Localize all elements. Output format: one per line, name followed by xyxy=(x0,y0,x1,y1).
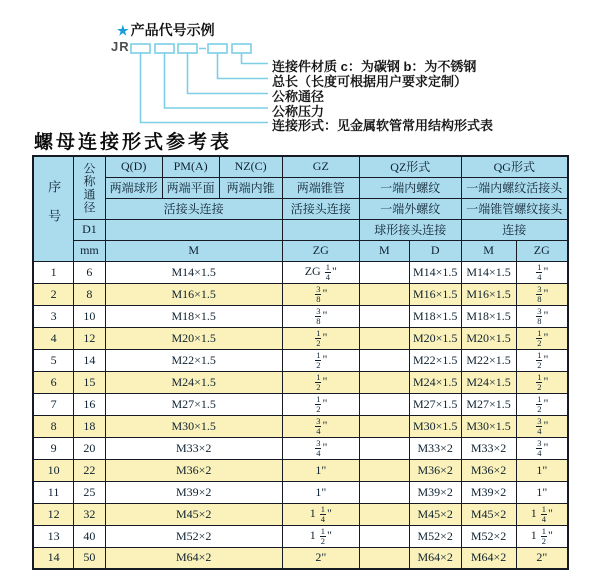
code-box xyxy=(232,44,251,53)
table-header xyxy=(33,156,568,261)
cell-qz-d: M39×2 xyxy=(409,481,461,503)
header-qg-conn: 连接 xyxy=(461,219,568,240)
cell-seq: 3 xyxy=(33,305,74,327)
cell-seq: 9 xyxy=(33,437,74,459)
cell-seq: 6 xyxy=(33,371,74,393)
cell-qz-m xyxy=(359,283,409,305)
cell-qz-d: M27×1.5 xyxy=(409,393,461,415)
cell-gz-zg: $\frac{1}{2}$ " xyxy=(282,349,359,371)
cell-qg-zg: $\frac{1}{2}$ " xyxy=(516,349,568,371)
cell-seq: 10 xyxy=(33,459,74,481)
cell-qz-m xyxy=(359,547,409,569)
table-row xyxy=(33,327,568,349)
cell-dn: 22 xyxy=(74,459,106,481)
cell-qz-d: M45×2 xyxy=(409,503,461,525)
cell-dn: 16 xyxy=(74,393,106,415)
cell-dn: 18 xyxy=(74,415,106,437)
header-zg: ZG xyxy=(282,240,359,261)
cell-qz-m xyxy=(359,305,409,327)
header-qz-desc1: 一端内螺纹 xyxy=(359,177,461,198)
table-row xyxy=(33,371,568,393)
cell-seq: 7 xyxy=(33,393,74,415)
cell-qg-m: M45×2 xyxy=(461,503,516,525)
cell-m: M64×2 xyxy=(105,547,282,569)
cell-qz-d: M18×1.5 xyxy=(409,305,461,327)
table-row xyxy=(33,503,568,525)
header-blank xyxy=(282,219,359,240)
cell-gz-zg: $\frac{3}{8}$ " xyxy=(282,305,359,327)
cell-qg-m: M39×2 xyxy=(461,481,516,503)
cell-gz-zg: 2" xyxy=(282,547,359,569)
cell-qz-d: M24×1.5 xyxy=(409,371,461,393)
cell-dn: 15 xyxy=(74,371,106,393)
cell-qg-zg: 2" xyxy=(516,547,568,569)
table-row xyxy=(33,305,568,327)
inch-fraction: $\frac{3}{8}$ xyxy=(537,283,542,304)
cell-qz-m xyxy=(359,459,409,481)
cell-qz-m xyxy=(359,393,409,415)
cell-gz-zg: 1 $\frac{1}{2}$ " xyxy=(282,525,359,547)
cell-qg-m: M22×1.5 xyxy=(461,349,516,371)
header-q: Q(D) xyxy=(105,156,162,177)
table-row xyxy=(33,525,568,547)
header-nz-desc: 两端内锥 xyxy=(219,177,282,198)
cell-qg-zg: $\frac{3}{4}$ " xyxy=(516,437,568,459)
inch-fraction: $\frac{1}{4}$ xyxy=(325,261,330,282)
cell-qg-zg: 1 $\frac{1}{2}$ " xyxy=(516,525,568,547)
cell-m: M22×1.5 xyxy=(105,349,282,371)
cell-qz-m xyxy=(359,437,409,459)
cell-m: M52×2 xyxy=(105,525,282,547)
code-box xyxy=(208,44,227,53)
cell-m: M39×2 xyxy=(105,481,282,503)
cell-seq: 13 xyxy=(33,525,74,547)
nut-connection-table xyxy=(32,155,569,570)
cell-qg-m: M16×1.5 xyxy=(461,283,516,305)
header-m: M xyxy=(105,240,282,261)
cell-m: M20×1.5 xyxy=(105,327,282,349)
inch-fraction: $\frac{1}{2}$ xyxy=(320,525,325,546)
code-box xyxy=(178,44,197,53)
header-pm: PM(A) xyxy=(162,156,219,177)
cell-seq: 12 xyxy=(33,503,74,525)
cell-seq: 11 xyxy=(33,481,74,503)
cell-qz-d: M30×1.5 xyxy=(409,415,461,437)
code-label-length: 总长（长度可根据用户要求定制） xyxy=(272,74,468,89)
cell-gz-zg: $\frac{1}{2}$ " xyxy=(282,371,359,393)
inch-fraction: $\frac{1}{2}$ xyxy=(537,393,542,414)
cell-m: M36×2 xyxy=(105,459,282,481)
inch-fraction: $\frac{1}{4}$ xyxy=(537,261,542,282)
table-body xyxy=(33,261,568,569)
star-icon: ★ xyxy=(117,23,129,38)
leader-line xyxy=(188,53,269,94)
header-qz: QZ形式 xyxy=(359,156,461,177)
header-blank xyxy=(105,219,282,240)
cell-qg-m: M52×2 xyxy=(461,525,516,547)
cell-gz-zg: 1" xyxy=(282,481,359,503)
leader-line xyxy=(165,53,269,108)
cell-qg-zg: $\frac{1}{2}$ " xyxy=(516,371,568,393)
header-qg-desc1: 一端内螺纹活接头 xyxy=(461,177,568,198)
header-mm: mm xyxy=(74,240,106,261)
header-qg-zg: ZG xyxy=(516,240,568,261)
code-label-pressure: 公称压力 xyxy=(272,104,325,119)
cell-qg-m: M30×1.5 xyxy=(461,415,516,437)
diagram-title xyxy=(117,20,215,40)
header-q-desc: 两端球形 xyxy=(105,177,162,198)
cell-qg-zg: 1" xyxy=(516,481,568,503)
cell-seq: 2 xyxy=(33,283,74,305)
cell-qz-m xyxy=(359,503,409,525)
cell-m: M24×1.5 xyxy=(105,371,282,393)
header-gz: GZ xyxy=(282,156,359,177)
cell-gz-zg: 1" xyxy=(282,459,359,481)
cell-m: M30×1.5 xyxy=(105,415,282,437)
cell-qz-d: M22×1.5 xyxy=(409,349,461,371)
inch-fraction: $\frac{3}{4}$ xyxy=(537,437,542,458)
cell-gz-zg: 1 $\frac{1}{4}$ " xyxy=(282,503,359,525)
cell-seq: 5 xyxy=(33,349,74,371)
cell-qg-m: M27×1.5 xyxy=(461,393,516,415)
header-d1: D1 xyxy=(74,219,106,240)
cell-dn: 12 xyxy=(74,327,106,349)
table-row xyxy=(33,261,568,283)
cell-gz-zg: $\frac{3}{8}$ " xyxy=(282,283,359,305)
cell-seq: 4 xyxy=(33,327,74,349)
cell-qz-d: M20×1.5 xyxy=(409,327,461,349)
inch-fraction: $\frac{1}{2}$ xyxy=(537,349,542,370)
cell-dn: 6 xyxy=(74,261,106,283)
cell-dn: 8 xyxy=(74,283,106,305)
cell-qg-m: M36×2 xyxy=(461,459,516,481)
cell-qg-zg: $\frac{1}{4}$ " xyxy=(516,261,568,283)
cell-qz-m xyxy=(359,349,409,371)
cell-m: M14×1.5 xyxy=(105,261,282,283)
inch-fraction: $\frac{1}{2}$ xyxy=(541,525,546,546)
leader-line xyxy=(242,53,269,64)
cell-qz-m xyxy=(359,481,409,503)
table-row xyxy=(33,437,568,459)
cell-qz-d: M52×2 xyxy=(409,525,461,547)
header-qg-desc2: 一端锥管螺纹接头 xyxy=(461,198,568,219)
header-qg-m: M xyxy=(461,240,516,261)
cell-qg-zg: 1 $\frac{1}{4}$ " xyxy=(516,503,568,525)
inch-fraction: $\frac{1}{2}$ xyxy=(316,327,321,348)
table-row xyxy=(33,415,568,437)
header-nz: NZ(C) xyxy=(219,156,282,177)
cell-gz-zg: $\frac{1}{2}$ " xyxy=(282,327,359,349)
cell-dn: 25 xyxy=(74,481,106,503)
cell-qg-m: M24×1.5 xyxy=(461,371,516,393)
header-gz-desc: 两端锥管 xyxy=(282,177,359,198)
header-qz-m: M xyxy=(359,240,409,261)
cell-qz-d: M33×2 xyxy=(409,437,461,459)
inch-fraction: $\frac{1}{2}$ xyxy=(537,327,542,348)
cell-m: M27×1.5 xyxy=(105,393,282,415)
cell-qz-m xyxy=(359,525,409,547)
cell-qg-zg: $\frac{3}{4}$ " xyxy=(516,415,568,437)
inch-fraction: $\frac{1}{2}$ xyxy=(537,371,542,392)
diagram-title-text: 产品代号示例 xyxy=(130,22,215,38)
cell-qz-m xyxy=(359,415,409,437)
cell-qg-m: M14×1.5 xyxy=(461,261,516,283)
cell-qz-m xyxy=(359,371,409,393)
header-pm-desc: 两端平面 xyxy=(162,177,219,198)
table-row xyxy=(33,349,568,371)
cell-qz-d: M64×2 xyxy=(409,547,461,569)
header-qz-conn: 球形接头连接 xyxy=(359,219,461,240)
cell-dn: 14 xyxy=(74,349,106,371)
table-row xyxy=(33,283,568,305)
cell-dn: 10 xyxy=(74,305,106,327)
table-row xyxy=(33,481,568,503)
header-qz-desc2: 一端外螺纹 xyxy=(359,198,461,219)
cell-qz-m xyxy=(359,261,409,283)
cell-qg-zg: 1" xyxy=(516,459,568,481)
inch-fraction: $\frac{3}{8}$ xyxy=(537,305,542,326)
header-qg: QG形式 xyxy=(461,156,568,177)
cell-gz-zg: ZG $\frac{1}{4}$ " xyxy=(282,261,359,283)
leader-line xyxy=(218,53,269,79)
cell-seq: 1 xyxy=(33,261,74,283)
cell-qz-d: M14×1.5 xyxy=(409,261,461,283)
cell-qz-m xyxy=(359,327,409,349)
code-box xyxy=(131,44,150,53)
cell-qg-zg: $\frac{1}{2}$ " xyxy=(516,327,568,349)
cell-qg-zg: $\frac{3}{8}$ " xyxy=(516,283,568,305)
cell-qg-zg: $\frac{1}{2}$ " xyxy=(516,393,568,415)
cell-dn: 20 xyxy=(74,437,106,459)
cell-dn: 32 xyxy=(74,503,106,525)
inch-fraction: $\frac{1}{2}$ xyxy=(316,349,321,370)
inch-fraction: $\frac{3}{8}$ xyxy=(316,305,321,326)
cell-qg-m: M18×1.5 xyxy=(461,305,516,327)
header-seq: 序号 xyxy=(33,156,74,261)
inch-fraction: $\frac{1}{2}$ xyxy=(316,371,321,392)
cell-qg-m: M64×2 xyxy=(461,547,516,569)
table-title: 螺母连接形式参考表 xyxy=(34,131,233,153)
cell-gz-zg: $\frac{1}{2}$ " xyxy=(282,393,359,415)
inch-fraction: $\frac{3}{4}$ xyxy=(316,415,321,436)
cell-seq: 8 xyxy=(33,415,74,437)
cell-qz-d: M36×2 xyxy=(409,459,461,481)
cell-qg-m: M33×2 xyxy=(461,437,516,459)
cell-m: M16×1.5 xyxy=(105,283,282,305)
header-gz-conn: 活接头连接 xyxy=(282,198,359,219)
code-prefix: JR xyxy=(111,39,130,54)
code-box xyxy=(155,44,174,53)
inch-fraction: $\frac{1}{4}$ xyxy=(320,503,325,524)
inch-fraction: $\frac{3}{4}$ xyxy=(537,415,542,436)
cell-m: M18×1.5 xyxy=(105,305,282,327)
cell-seq: 14 xyxy=(33,547,74,569)
header-union-conn: 活接头连接 xyxy=(105,198,282,219)
cell-dn: 50 xyxy=(74,547,106,569)
header-qz-d: D xyxy=(409,240,461,261)
cell-dn: 40 xyxy=(74,525,106,547)
inch-fraction: $\frac{3}{8}$ xyxy=(316,283,321,304)
code-label-material: 连接件材质 c：为碳钢 b：为不锈钢 xyxy=(272,59,477,74)
cell-m: M33×2 xyxy=(105,437,282,459)
cell-qg-m: M20×1.5 xyxy=(461,327,516,349)
table-row xyxy=(33,393,568,415)
table-row xyxy=(33,547,568,569)
code-label-connection: 连接形式：见金属软管常用结构形式表 xyxy=(272,118,494,133)
inch-fraction: $\frac{1}{4}$ xyxy=(541,503,546,524)
cell-gz-zg: $\frac{3}{4}$ " xyxy=(282,437,359,459)
cell-m: M45×2 xyxy=(105,503,282,525)
cell-gz-zg: $\frac{3}{4}$ " xyxy=(282,415,359,437)
code-label-diameter: 公称通径 xyxy=(272,89,325,104)
header-dn: 公称通径 xyxy=(74,156,106,219)
cell-qz-d: M16×1.5 xyxy=(409,283,461,305)
cell-qg-zg: $\frac{3}{8}$ " xyxy=(516,305,568,327)
inch-fraction: $\frac{3}{4}$ xyxy=(316,437,321,458)
table-row xyxy=(33,459,568,481)
inch-fraction: $\frac{1}{2}$ xyxy=(316,393,321,414)
